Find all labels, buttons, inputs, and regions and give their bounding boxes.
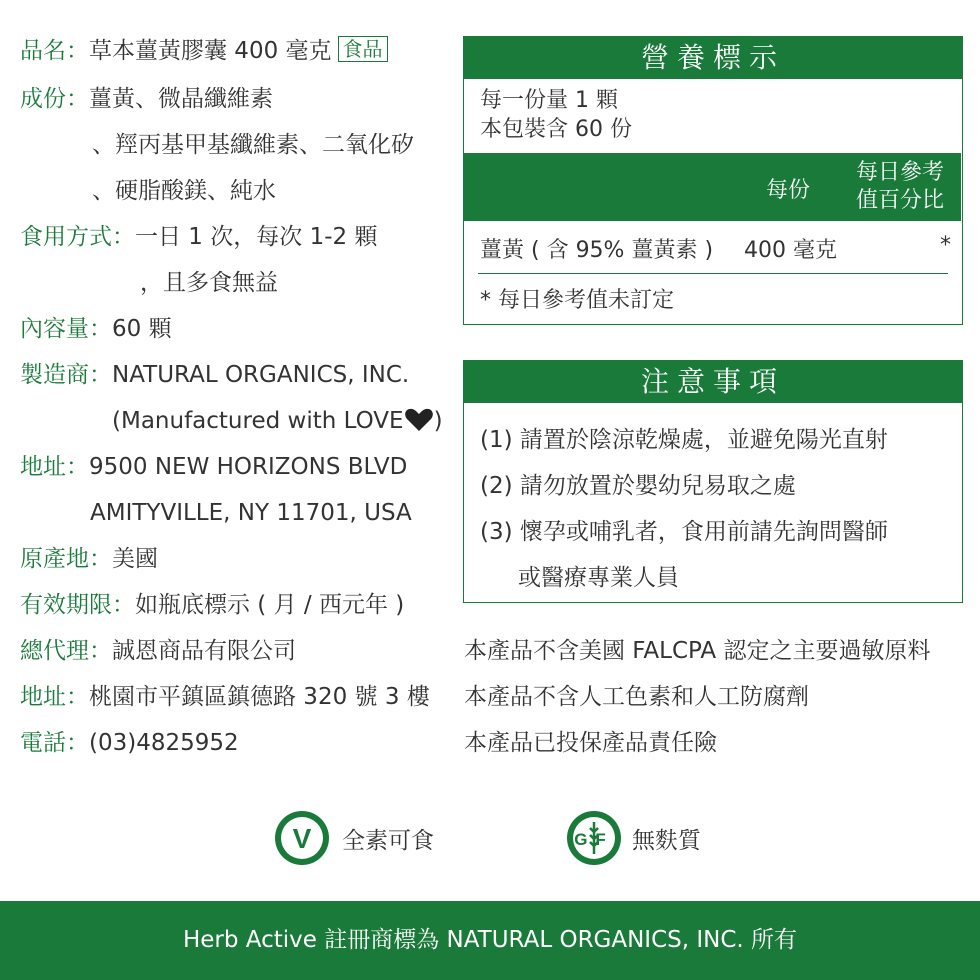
origin-value: 美國	[112, 546, 158, 572]
product-name-value: 草本薑黃膠囊 400 毫克	[89, 38, 332, 64]
content-label: 內容量：	[20, 316, 112, 342]
expiry-value: 如瓶底標示 ( 月 / 西元年 )	[135, 592, 405, 618]
insurance-note: 本產品已投保產品責任險	[464, 730, 717, 756]
ingredients-line-3: 、硬脂酸鎂、純水	[92, 178, 276, 204]
footer-text: Herb Active 註冊商標為 NATURAL ORGANICS, INC. 所有	[182, 927, 798, 953]
caution-panel	[463, 360, 963, 603]
origin-label: 原產地：	[20, 546, 112, 572]
product-name-label: 品名：	[20, 38, 89, 64]
gluten-free-icon	[566, 810, 622, 866]
col-daily-value-1: 每日參考	[856, 160, 945, 185]
origin-row	[20, 544, 158, 574]
product-name-row	[20, 36, 388, 66]
expiry-row	[20, 590, 404, 620]
usage-line-1: 一日 1 次，每次 1-2 顆	[135, 224, 378, 250]
manufacturer-row	[20, 360, 409, 390]
heart-icon	[404, 408, 434, 440]
mfr-address-line-1: 9500 NEW HORIZONS BLVD	[89, 454, 408, 480]
col-daily-value-2: 值百分比	[856, 188, 945, 213]
manufacturer-label: 製造商：	[20, 362, 112, 388]
agent-address-label: 地址：	[20, 684, 89, 710]
turmeric-amount: 400 毫克	[744, 238, 837, 263]
manufacturer-note-close: )	[433, 408, 443, 434]
caution-item-1: (1) 請置於陰涼乾燥處，並避免陽光直射	[480, 427, 888, 453]
usage-label: 食用方式：	[20, 224, 135, 250]
phone-row	[20, 728, 239, 758]
phone-value: (03)4825952	[89, 730, 239, 756]
nutrition-title: 營養標示	[464, 37, 962, 79]
nutrition-divider	[478, 273, 948, 274]
expiry-label: 有效期限：	[20, 592, 135, 618]
allergen-note: 本產品不含美國 FALCPA 認定之主要過敏原料	[464, 638, 931, 664]
agent-address-row	[20, 682, 430, 712]
content-row	[20, 314, 172, 344]
food-tag: 食品	[338, 36, 388, 62]
vegan-label: 全素可食	[342, 828, 434, 854]
footer-banner	[0, 901, 980, 980]
caution-title: 注意事項	[464, 361, 962, 403]
ingredients-row	[20, 84, 273, 114]
serving-size: 每一份量 1 顆	[480, 88, 618, 113]
turmeric-dv: *	[940, 233, 951, 258]
ingredients-line-1: 薑黃、微晶纖維素	[89, 86, 273, 112]
usage-line-2: ，且多食無益	[140, 270, 278, 296]
nutrition-footnote: * 每日參考值未訂定	[480, 288, 674, 313]
ingredients-label: 成份：	[20, 86, 89, 112]
agent-row	[20, 636, 296, 666]
nutrition-panel	[463, 36, 963, 325]
vegan-icon-letter: V	[292, 823, 312, 854]
vegan-icon	[274, 810, 330, 866]
phone-label: 電話：	[20, 730, 89, 756]
caution-item-3: (3) 懷孕或哺乳者，食用前請先詢問醫師	[480, 519, 888, 545]
mfr-address-label: 地址：	[20, 454, 89, 480]
additives-note: 本產品不含人工色素和人工防腐劑	[464, 684, 809, 710]
agent-address-value: 桃園市平鎮區鎮德路 320 號 3 樓	[89, 684, 430, 710]
agent-label: 總代理：	[20, 638, 112, 664]
content-value: 60 顆	[112, 316, 172, 342]
gluten-free-letters: GF	[574, 830, 614, 849]
ingredients-line-2: 、羥丙基甲基纖維素、二氧化矽	[92, 132, 414, 158]
mfr-address-row	[20, 452, 407, 482]
gluten-free-label: 無麩質	[632, 828, 701, 854]
manufacturer-value: NATURAL ORGANICS, INC.	[112, 362, 410, 388]
nutrition-header-row	[464, 153, 961, 221]
agent-value: 誠恩商品有限公司	[112, 638, 296, 664]
usage-row	[20, 222, 377, 252]
manufacturer-note-text: (Manufactured with LOVE	[112, 408, 404, 434]
col-per-serving: 每份	[766, 178, 811, 203]
manufacturer-note	[112, 406, 443, 440]
caution-item-2: (2) 請勿放置於嬰幼兒易取之處	[480, 473, 796, 499]
mfr-address-line-2: AMITYVILLE, NY 11701, USA	[90, 500, 412, 526]
turmeric-name: 薑黃 ( 含 95% 薑黃素 )	[480, 238, 714, 263]
caution-item-3-cont: 或醫療專業人員	[518, 565, 679, 591]
servings-per-pack: 本包裝含 60 份	[480, 117, 632, 142]
